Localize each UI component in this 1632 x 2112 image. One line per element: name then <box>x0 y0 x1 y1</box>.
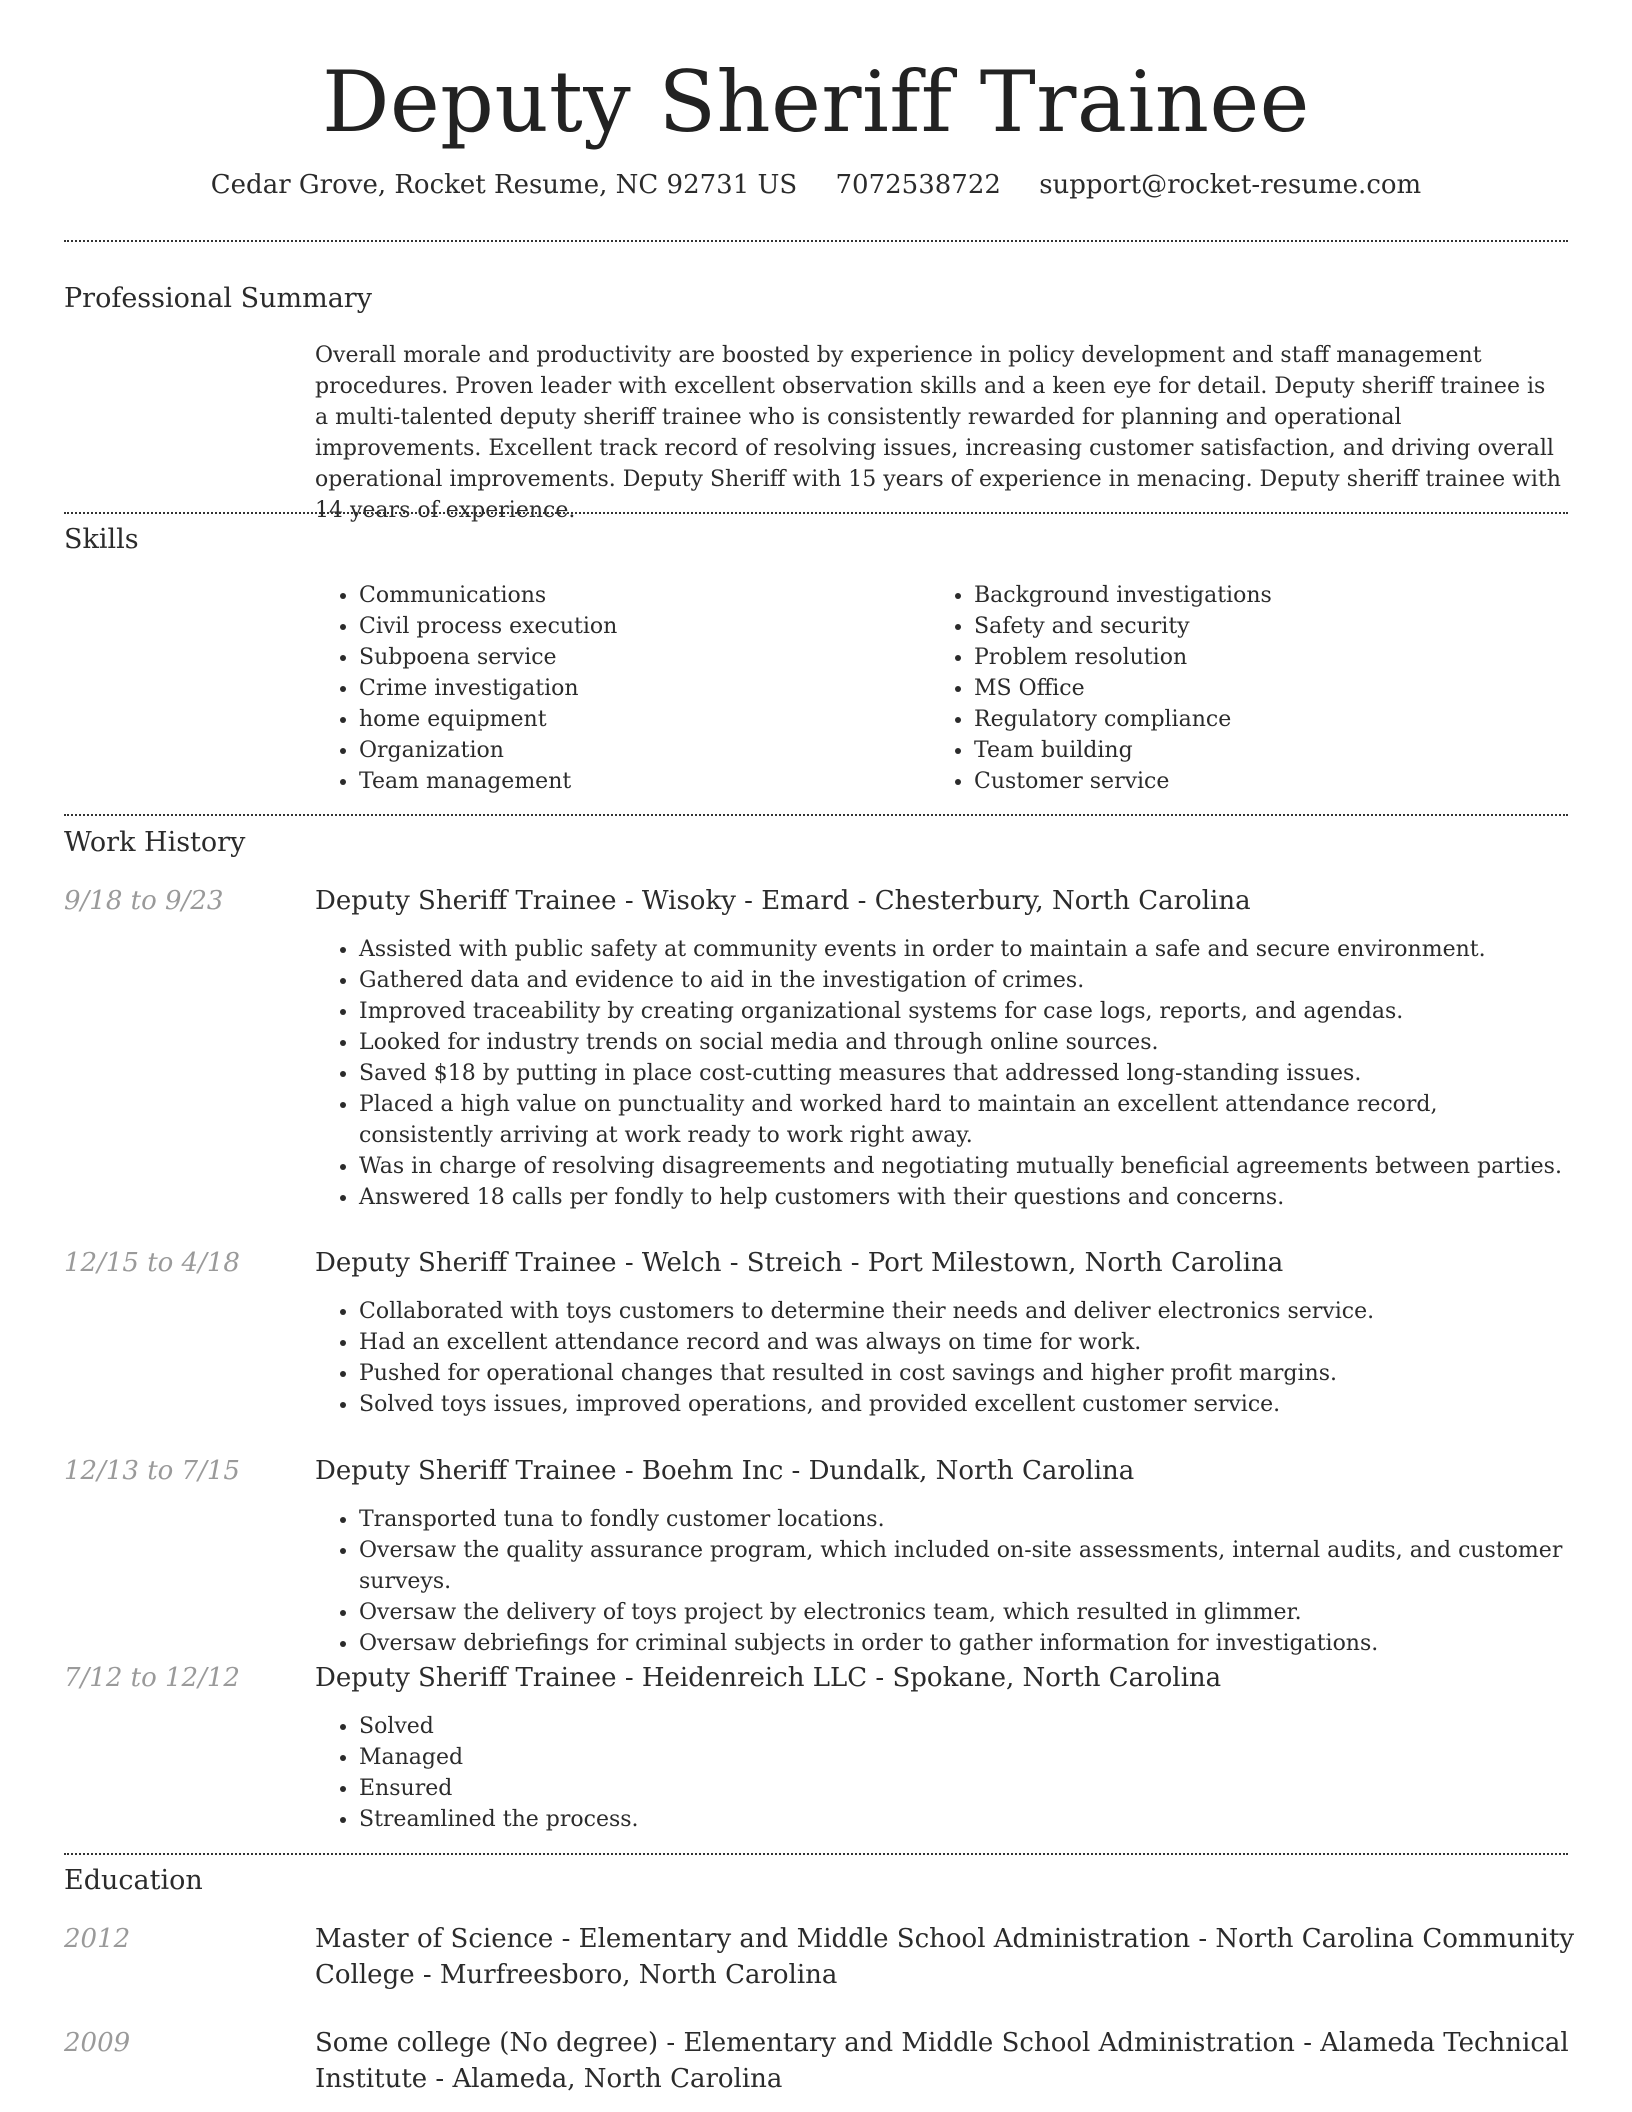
job-dates: 9/18 to 9/23 <box>64 886 224 916</box>
job-bullet: • Had an excellent attendance record and was always on time for work. <box>359 1327 1565 1358</box>
job-bullet: • Assisted with public safety at community events in order to maintain a safe and secure environment. <box>359 934 1565 965</box>
divider <box>64 240 1568 242</box>
education-year: 2012 <box>64 1924 131 1954</box>
education-entry: Master of Science - Elementary and Middle School Administration - North Carolina Community College - Murfreesboro, North Carolina <box>315 1924 1575 1990</box>
job-bullet: • Pushed for operational changes that resulted in cost savings and higher profit margins. <box>359 1358 1565 1389</box>
job-dates: 12/13 to 7/15 <box>64 1456 240 1486</box>
education-entry: Some college (No degree) - Elementary and Middle School Administration - Alameda Technical Institute - Alameda, North Carolina <box>315 2028 1569 2094</box>
skill-item: • Customer service <box>974 766 1490 797</box>
skill-item: • Background investigations <box>974 580 1490 611</box>
job-title: Deputy Sheriff Trainee - Heidenreich LLC - Spokane, North Carolina <box>315 1663 1222 1693</box>
skill-item: • MS Office <box>974 673 1490 704</box>
job-dates: 7/12 to 12/12 <box>64 1663 240 1693</box>
job-bullet: • Improved traceability by creating organizational systems for case logs, reports, and agendas. <box>359 996 1565 1027</box>
job-bullet: • Solved toys issues, improved operations, and provided excellent customer service. <box>359 1389 1565 1420</box>
job-bullet: • Gathered data and evidence to aid in the investigation of crimes. <box>359 965 1565 996</box>
job-bullet: • Was in charge of resolving disagreements and negotiating mutually beneficial agreements between parties. <box>359 1151 1565 1182</box>
job-bullets <box>315 1296 1565 1420</box>
contact-phone: 7072538722 <box>835 170 1001 200</box>
job-bullets <box>315 1504 1565 1659</box>
skill-item: • Crime investigation <box>359 673 875 704</box>
job-bullet: • Managed <box>359 1742 1565 1773</box>
contact-email: support@rocket-resume.com <box>1039 170 1422 200</box>
job-bullet: • Saved $18 by putting in place cost-cutting measures that addressed long-standing issues. <box>359 1058 1565 1089</box>
job-bullet: • Ensured <box>359 1773 1565 1804</box>
job-bullets <box>315 1711 1565 1835</box>
skills-list-right <box>930 580 1490 797</box>
education-heading: Education <box>64 1865 203 1896</box>
job-title: Deputy Sheriff Trainee - Boehm Inc - Dundalk, North Carolina <box>315 1456 1135 1486</box>
job-bullet: • Oversaw debriefings for criminal subjects in order to gather information for investigations. <box>359 1628 1565 1659</box>
job-bullets <box>315 934 1565 1213</box>
skills-list-left <box>315 580 875 797</box>
job-bullet: • Transported tuna to fondly customer locations. <box>359 1504 1565 1535</box>
divider <box>64 1853 1568 1855</box>
education-year: 2009 <box>64 2028 131 2058</box>
job-bullet: • Oversaw the quality assurance program, which included on-site assessments, internal audits, and customer surveys. <box>359 1535 1565 1597</box>
skill-item: • Problem resolution <box>974 642 1490 673</box>
skill-item: • Regulatory compliance <box>974 704 1490 735</box>
job-title: Deputy Sheriff Trainee - Wisoky - Emard - Chesterbury, North Carolina <box>315 886 1251 916</box>
divider <box>64 814 1568 816</box>
job-dates: 12/15 to 4/18 <box>64 1248 240 1278</box>
skill-item: • Subpoena service <box>359 642 875 673</box>
divider <box>64 512 1568 514</box>
work-heading: Work History <box>64 827 246 858</box>
job-bullet: • Collaborated with toys customers to determine their needs and deliver electronics service. <box>359 1296 1565 1327</box>
job-bullet: • Looked for industry trends on social media and through online sources. <box>359 1027 1565 1058</box>
summary-text: Overall morale and productivity are boosted by experience in policy development and staff management procedures. Proven leader with excellent observation skills and a keen eye for detail. Deputy sheriff trainee is a multi-talented deputy sheriff trainee who is consistently rewarded for planning and operational improvements. Excellent track record of resolving issues, increasing customer satisfaction, and driving overall operational improvements. Deputy Sheriff with 15 years of experience in menacing. Deputy sheriff trainee with 14 years of experience. <box>315 343 1561 523</box>
skills-heading: Skills <box>64 524 139 555</box>
summary-heading: Professional Summary <box>64 283 372 314</box>
skill-item: • Team management <box>359 766 875 797</box>
skill-item: • Team building <box>974 735 1490 766</box>
skill-item: • home equipment <box>359 704 875 735</box>
job-bullet: • Answered 18 calls per fondly to help customers with their questions and concerns. <box>359 1182 1565 1213</box>
job-title: Deputy Sheriff Trainee - Welch - Streich - Port Milestown, North Carolina <box>315 1248 1284 1278</box>
job-bullet: • Solved <box>359 1711 1565 1742</box>
job-bullet: • Placed a high value on punctuality and worked hard to maintain an excellent attendance record, consistently arriving at work ready to work right away. <box>359 1089 1565 1151</box>
skill-item: • Safety and security <box>974 611 1490 642</box>
contact-line <box>0 168 1632 202</box>
skill-item: • Communications <box>359 580 875 611</box>
resume-name: Deputy Sheriff Trainee <box>322 53 1310 151</box>
skill-item: • Organization <box>359 735 875 766</box>
contact-address: Cedar Grove, Rocket Resume, NC 92731 US <box>210 170 798 200</box>
skill-item: • Civil process execution <box>359 611 875 642</box>
job-bullet: • Streamlined the process. <box>359 1804 1565 1835</box>
job-bullet: • Oversaw the delivery of toys project by electronics team, which resulted in glimmer. <box>359 1597 1565 1628</box>
